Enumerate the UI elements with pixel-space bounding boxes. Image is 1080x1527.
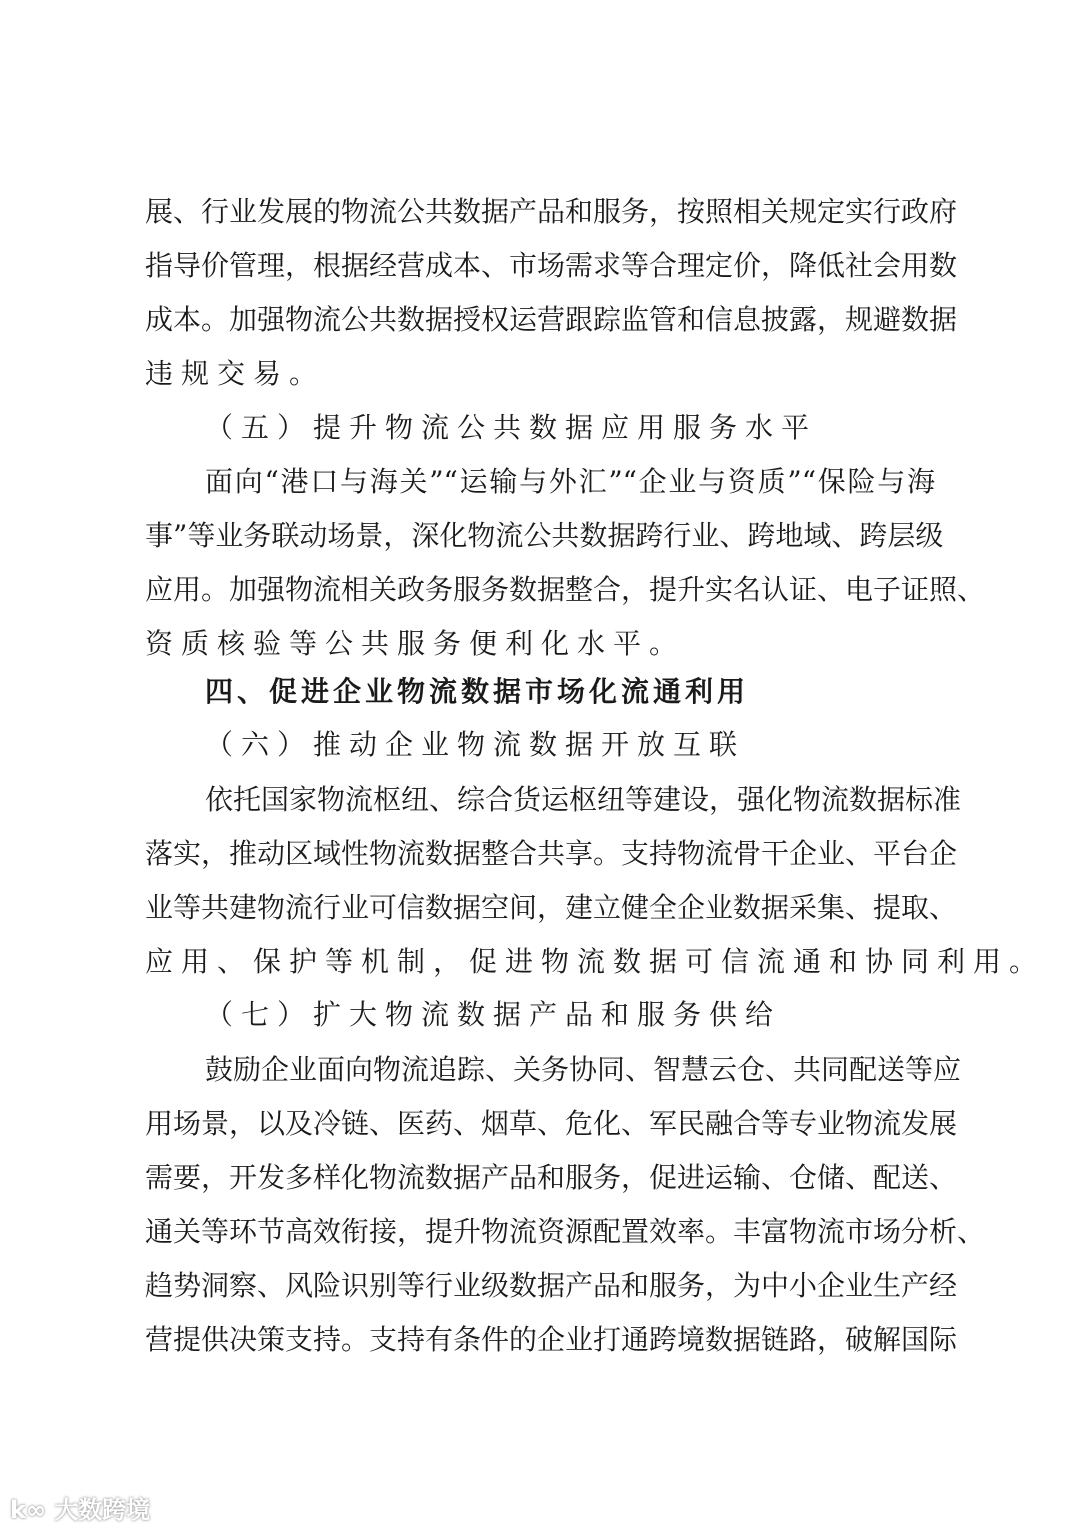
body-text-line: 通关等环节高效衔接，提升物流资源配置效率。丰富物流市场分析、 xyxy=(145,1215,986,1248)
body-text-line: 趋势洞察、风险识别等行业级数据产品和服务，为中小企业生产经 xyxy=(145,1269,958,1302)
watermark-logo-icon: k∞ xyxy=(10,1496,55,1524)
body-text-line: 展、行业发展的物流公共数据产品和服务，按照相关规定实行政府 xyxy=(145,195,958,228)
body-text-line: 依托国家物流枢纽、综合货运枢纽等建设，强化物流数据标准 xyxy=(205,783,962,816)
body-text-line: 应用、保护等机制，促进物流数据可信流通和协同利用。 xyxy=(145,945,1046,978)
subsection-heading: （七）扩大物流数据产品和服务供给 xyxy=(205,998,782,1031)
body-text-line: 鼓励企业面向物流追踪、关务协同、智慧云仓、共同配送等应 xyxy=(205,1053,962,1086)
body-text-line: 用场景，以及冷链、医药、烟草、危化、军民融合等专业物流发展 xyxy=(145,1107,958,1140)
watermark-text: 大数跨境 xyxy=(54,1496,151,1524)
body-text-line: 业等共建物流行业可信数据空间，建立健全企业数据采集、提取、 xyxy=(145,891,958,924)
section-heading: 四、促进企业物流数据市场化流通利用 xyxy=(205,675,750,708)
body-text-line: 应用。加强物流相关政务服务数据整合，提升实名认证、电子证照、 xyxy=(145,573,986,606)
body-text-line: 指导价管理，根据经营成本、市场需求等合理定价，降低社会用数 xyxy=(145,249,958,282)
body-text-line: 资质核验等公共服务便利化水平。 xyxy=(145,627,686,660)
subsection-heading: （五）提升物流公共数据应用服务水平 xyxy=(205,411,818,444)
body-text-line: 违规交易。 xyxy=(145,357,326,390)
body-text-line: 成本。加强物流公共数据授权运营跟踪监管和信息披露，规避数据 xyxy=(145,303,958,336)
subsection-heading: （六）推动企业物流数据开放互联 xyxy=(205,728,746,761)
body-text-line: 需要，开发多样化物流数据产品和服务，促进运输、仓储、配送、 xyxy=(145,1161,958,1194)
body-text-line: 落实，推动区域性物流数据整合共享。支持物流骨干企业、平台企 xyxy=(145,837,958,870)
watermark-logo xyxy=(10,1490,150,1525)
body-text-line: 事”等业务联动场景，深化物流公共数据跨行业、跨地域、跨层级 xyxy=(145,519,944,552)
body-text-line: 营提供决策支持。支持有条件的企业打通跨境数据链路，破解国际 xyxy=(145,1323,958,1356)
body-text-line: 面向“港口与海关”“运输与外汇”“企业与资质”“保险与海 xyxy=(205,465,935,498)
